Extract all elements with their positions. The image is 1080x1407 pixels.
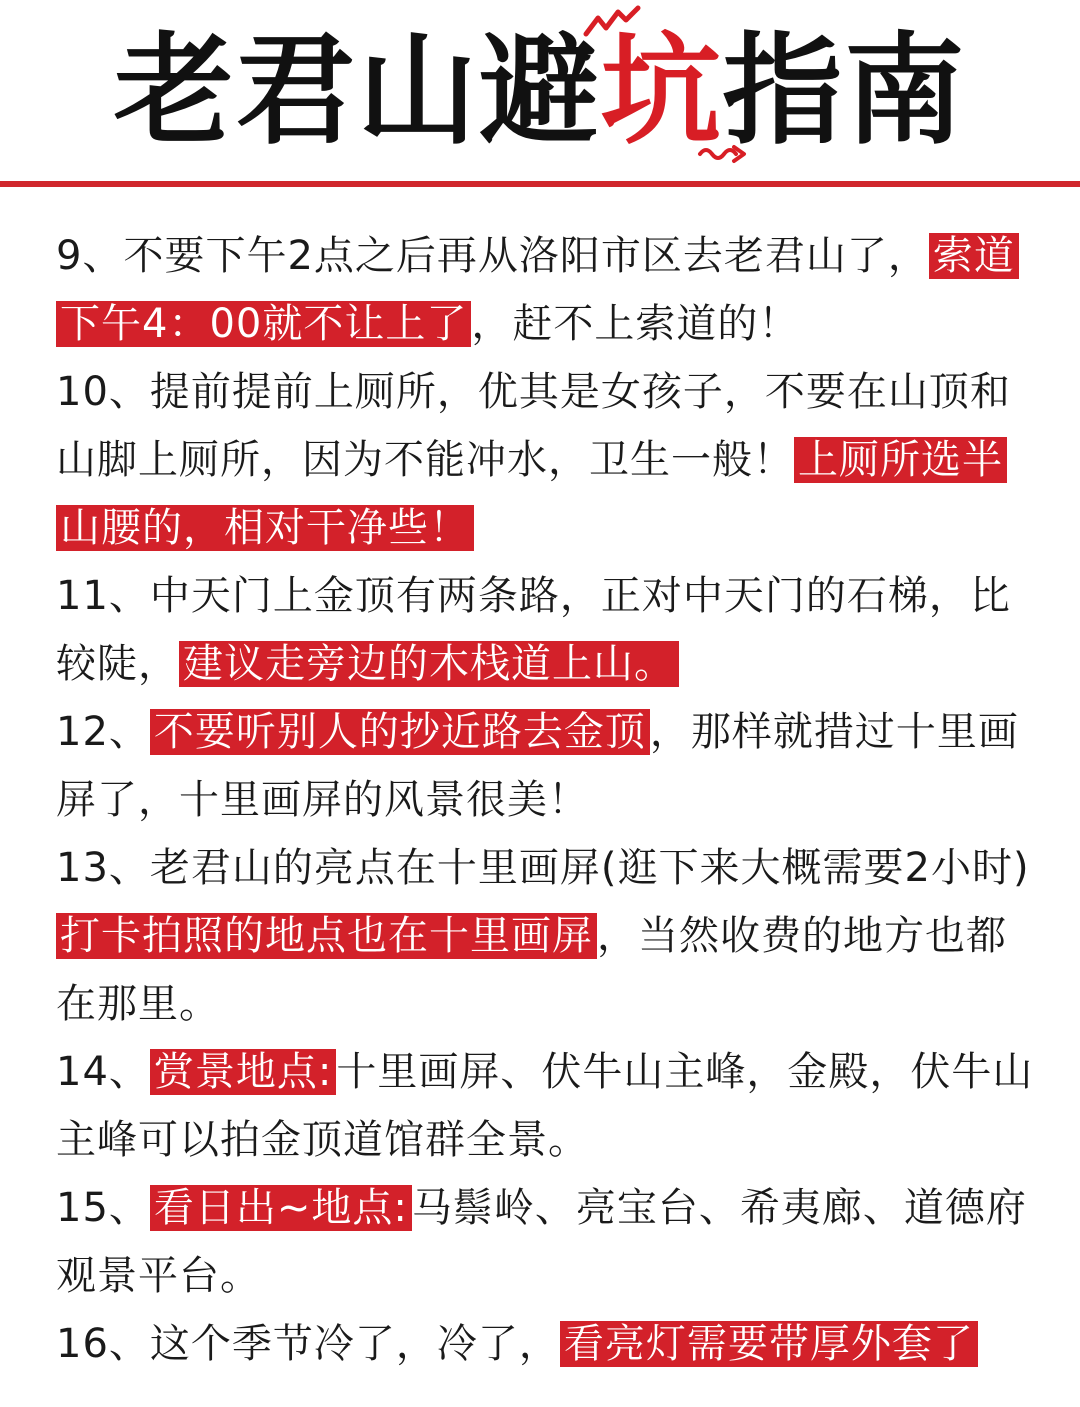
title-part-before: 老君山避 <box>113 22 601 161</box>
tip-item <box>56 1310 1036 1378</box>
tip-line <box>56 562 1036 630</box>
tip-line <box>56 426 1036 494</box>
tip-text: 观景平台。 <box>56 1253 261 1299</box>
tip-text: ，赶不上索道的！ <box>471 301 800 347</box>
tip-line <box>56 1038 1036 1106</box>
tip-item <box>56 698 1036 834</box>
highlighted-text: 索道 <box>929 233 1019 279</box>
tip-item <box>56 562 1036 698</box>
highlighted-text: 看亮灯需要带厚外套了 <box>560 1321 978 1367</box>
highlighted-text: 看日出~地点: <box>150 1185 412 1231</box>
tip-text: 10、提前提前上厕所，优其是女孩子，不要在山顶和 <box>56 369 1011 415</box>
tip-text: ，那样就措过十里画 <box>649 709 1019 755</box>
page-title <box>0 22 1080 162</box>
tip-line <box>56 290 1036 358</box>
highlighted-text: 赏景地点: <box>150 1049 336 1095</box>
tip-text: 14、 <box>56 1049 150 1095</box>
tip-text: 在那里。 <box>56 981 220 1027</box>
tip-line <box>56 1106 1036 1174</box>
tip-text: 12、 <box>56 709 150 755</box>
tip-line <box>56 766 1036 834</box>
title-accent-char: 坑 <box>600 22 723 161</box>
tip-line <box>56 970 1036 1038</box>
tip-line <box>56 630 1036 698</box>
highlighted-text: 上厕所选半 <box>794 437 1007 483</box>
tip-line <box>56 1310 1036 1378</box>
title-divider <box>0 181 1080 187</box>
title-part-after: 指南 <box>722 22 967 161</box>
tip-text: 15、 <box>56 1185 150 1231</box>
highlighted-text: 打卡拍照的地点也在十里画屏 <box>56 913 597 959</box>
tip-line <box>56 222 1036 290</box>
tip-item <box>56 358 1036 562</box>
tip-text: 11、中天门上金顶有两条路，正对中天门的石梯，比 <box>56 573 1011 619</box>
tip-text: 9、不要下午2点之后再从洛阳市区去老君山了， <box>56 233 929 279</box>
tip-item <box>56 1174 1036 1310</box>
tip-text: ，当然收费的地方也都 <box>597 913 1007 959</box>
highlighted-text: 山腰的，相对干净些！ <box>56 505 474 551</box>
tip-item <box>56 834 1036 1038</box>
highlighted-text: 不要听别人的抄近路去金顶 <box>150 709 650 755</box>
tip-text: 屏了，十里画屏的风景很美！ <box>56 777 589 823</box>
tip-text: 16、这个季节冷了，冷了， <box>56 1321 560 1367</box>
tip-text: 马鬃岭、亮宝台、希夷廊、道德府 <box>411 1185 1027 1231</box>
tip-line <box>56 834 1036 902</box>
tip-text: 较陡， <box>56 641 179 687</box>
tip-text: 十里画屏、伏牛山主峰，金殿，伏牛山 <box>336 1049 1034 1095</box>
tip-text: 13、老君山的亮点在十里画屏(逛下来大概需要2小时) <box>56 845 1030 891</box>
tip-text: 主峰可以拍金顶道馆群全景。 <box>56 1117 589 1163</box>
highlighted-text: 建议走旁边的木栈道上山。 <box>179 641 679 687</box>
tip-line <box>56 698 1036 766</box>
squiggle-arrow-icon <box>696 142 750 166</box>
tip-item <box>56 1038 1036 1174</box>
tips-list <box>56 222 1036 1378</box>
tip-line <box>56 494 1036 562</box>
highlighted-text: 下午4：00就不让上了 <box>56 301 471 347</box>
tip-line <box>56 358 1036 426</box>
tip-line <box>56 1174 1036 1242</box>
tip-line <box>56 902 1036 970</box>
tip-text: 山脚上厕所，因为不能冲水，卫生一般！ <box>56 437 794 483</box>
tip-item <box>56 222 1036 358</box>
zigzag-deco-icon <box>582 4 642 38</box>
title-banner <box>0 0 1080 185</box>
tip-line <box>56 1242 1036 1310</box>
